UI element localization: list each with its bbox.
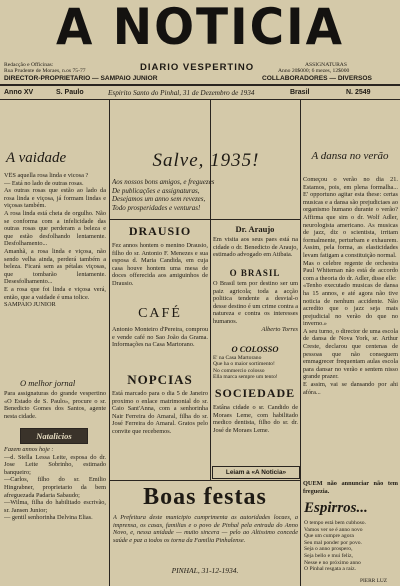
verse-line: Desejamos um anno sem revezes, xyxy=(112,195,206,204)
dansa-article xyxy=(303,176,398,478)
column-separator xyxy=(109,100,110,586)
quem-notice xyxy=(303,480,398,498)
espirros-verse xyxy=(304,520,398,578)
article-paragraph: VÊS aquella rosa linda e vicosa ? xyxy=(4,172,89,179)
article-paragraph: Mas o celebre regente de orchestra Paul Whiteman não está de accordo com a theoria do dr. Adler, disse elle: xyxy=(303,259,398,282)
boas-festas-signature: PINHAL, 31-12-1934. xyxy=(171,566,239,575)
brasil-article xyxy=(213,280,298,340)
espirros-signature: PIERR LUZ xyxy=(360,578,388,584)
director-name: SAMPAIO JUNIOR xyxy=(100,75,158,82)
verse-line: O Pinhal resgata a raiz. xyxy=(304,566,357,573)
column-separator xyxy=(300,100,301,586)
article-paragraph: Fazem annos hoje : xyxy=(4,446,54,453)
article-paragraph: As outras rosas que estão ao lado da rosa linda e viçosa, já formam lindas e viçosas também. xyxy=(4,187,106,210)
article-paragraph: A seu turno, o director de uma escola de dansa de Nova York, sr. Arthur Creste, declarou que centenas de pessoas que não conseguem emmagrecer frequentam aulas escola para dansar no verão e sentem nisso grande prazer. xyxy=(303,327,398,381)
article-paragraph: Fez annos hontem o menino Drausio, filho do sr. Antonio F. Menezes e sua esposa d. Maria Candida, em cuja casa houve hontem uma mesa de doces offerecida aos amiguinhos de Drausio. xyxy=(112,242,208,287)
verse-line: Aos nossos bons amigos, e freguezes xyxy=(112,178,215,186)
verse-line: Nesse e no próximo anno xyxy=(304,559,361,566)
verse-line: De publicações e assignaturas, xyxy=(112,186,200,195)
article-author: SAMPAIO JUNIOR xyxy=(4,301,56,309)
article-paragraph: E assim, vai se dansando por ahi afóra... xyxy=(303,381,398,396)
colosso-verse xyxy=(213,355,298,385)
article-paragraph: Para assignaturas do grande vespertino «O Estado de S. Paulo», procure o sr. Benedicto Gomes dos Santos, agente nesta cidade. xyxy=(4,390,106,420)
collaborators-label: COLLABORADORES — DIVERSOS xyxy=(262,75,372,82)
article-paragraph: Amanhã, a rosa linda e viçosa, não sendo velha ainda, perderá também a beleza. Ficará sem as pétalas viçosas, que tombarão lentamente. Desesfolhamento... xyxy=(4,247,106,286)
dateline-place-date: Espirito Santo do Pinhal, 31 de Dezembro de 1934 xyxy=(108,89,255,97)
newspaper-subtitle: DIARIO VESPERTINO xyxy=(140,62,255,73)
dateline-year: Anno XV xyxy=(4,89,34,96)
article-paragraph: —Carlos, filho do sr. Emilio Hingrabner, proprietario da bem afreguezada Padaria Sabaudo; xyxy=(4,476,106,499)
vaidade-article xyxy=(4,172,106,344)
nopcias-article xyxy=(112,390,208,466)
section-rule xyxy=(110,480,300,481)
dateline-city: S. Paulo xyxy=(56,89,84,96)
verse-line: Vamos ver se é anno novo xyxy=(304,526,363,533)
verse-line: Seja bello e mui feliz, xyxy=(304,552,353,559)
verse-line: Ella marca sempre um tento! xyxy=(213,374,278,381)
subscriptions-label: ASSIGNATURAS xyxy=(305,62,347,68)
drausio-article xyxy=(112,242,208,304)
natalicios-banner xyxy=(20,428,88,444)
cafe-heading: CAFÉ xyxy=(138,306,182,321)
article-paragraph: Antonio Monteiro d'Pereira, comprou e vende café no Sao João da Grama. Informações na Casa Martorano. xyxy=(112,326,208,349)
araujo-article xyxy=(213,236,298,266)
article-paragraph: Está marcado para o dia 5 de Janeiro proximo o enlace matrimonial do sr. Caio Sant'Anna, com a senhorinha Nair Ferreira do Amaral, filha do sr. José Ferreira do Amaral. Gratos pelo convite que recebemos. xyxy=(112,390,208,435)
article-paragraph: «Tenho executado musicas de dansa ha 15 annos, e até agora não tive noticia de nenhum accidente. Não acredito que o jazz seja mais prejudicial no verão do que no inverno.» xyxy=(303,282,398,328)
salve-verse xyxy=(112,178,300,218)
dansa-heading: A dansa no verão xyxy=(311,150,389,162)
verse-line: Que ha o maior sortimento! xyxy=(213,361,275,368)
natalicios-heading: Natalicios xyxy=(36,431,72,441)
verse-line: No commercio colosso xyxy=(213,367,265,374)
article-paragraph: O Brasil tem por destino ser um paiz agricola; toda a acção politica tendente a desvial-o desse destino é um crime contra a natureza e contra os interesses humanos. xyxy=(213,280,298,325)
dateline-rule xyxy=(0,99,400,100)
editorial-address: Rua Prudente de Moraes, n.os 75-77 xyxy=(4,68,86,74)
melhor-jornal-heading: O melhor jornal xyxy=(20,378,76,388)
cafe-article xyxy=(112,326,208,366)
espirros-heading: Espirros... xyxy=(304,500,368,516)
director-label: DIRECTOR-PROPRIETARIO — SAMPAIO JUNIOR xyxy=(4,75,158,82)
article-paragraph: —d. Stella Lessa Leite, esposa do dr. Jose Leite Sobrinho, estimado banqueiro; xyxy=(4,453,106,476)
article-paragraph: Estâna cidade o sr. Candido de Moraes Leme, com habilitado medico dentista, filho do sr. dr. José de Moraes Leme. xyxy=(213,404,298,434)
article-paragraph: — Está no lado de outras rosas. xyxy=(4,179,84,187)
article-author: Alberto Torres xyxy=(261,325,298,333)
sociedade-heading: SOCIEDADE xyxy=(214,386,296,400)
brasil-heading: O BRASIL xyxy=(229,268,281,278)
subscriptions-prices: Anno 20$000; 6 mezes, 12$000 xyxy=(278,68,350,74)
sociedade-article xyxy=(213,404,298,454)
araujo-heading: Dr. Araujo xyxy=(235,224,275,234)
section-rule xyxy=(110,219,300,220)
drausio-heading: DRAUSIO xyxy=(128,224,192,238)
article-paragraph: A Prefeitura deste municipio cumprimenta as autoridades locaes, a imprensa, os casas, familias e o povo de Pinhal pela entrada do Anno Novo, e, nessa unidade — muito sincera — pelo ao Altissimo concede saúde e paz a todos os torna da Familia Pinhalense. xyxy=(113,514,298,544)
article-paragraph: A rosa linda está cheia de orgulho. Não se conforma com a infelicidade das outras rosas que perderam a beleza e que estão desfolhando lentamente. Desfolhamento... xyxy=(4,209,106,248)
boas-festas-article xyxy=(113,514,298,562)
article-paragraph: Em visita aos seus paes está na cidade o dr. Benedicto de Araujo, estimado advogado em Atibaia. xyxy=(213,236,298,259)
verse-line: Seu mal ponder por povo. xyxy=(304,539,362,546)
boas-festas-heading: Boas festas xyxy=(143,484,267,510)
colosso-heading: O COLOSSO xyxy=(231,344,279,354)
dateline-country: Brasil xyxy=(290,89,310,96)
verse-line: O tempo está bem cubhoso. xyxy=(304,520,366,526)
masthead-rule xyxy=(0,84,400,86)
notice-text: QUEM não annunciar não tem freguezia. xyxy=(303,480,398,495)
article-paragraph: E a rosa que foi linda e viçosa verá, então, que a vaidade é uma tolice. xyxy=(4,285,106,301)
vaidade-heading: A vaidade xyxy=(6,150,67,166)
verse-line: E' na Casa Martorano xyxy=(213,355,262,361)
salve-heading: Salve, 1935! xyxy=(152,150,260,171)
editorial-address-label: Redacção e Officinas: xyxy=(4,62,54,68)
verse-line: Todo prosperidades e venturas! xyxy=(112,203,201,212)
leiam-text: Leiam a «A Noticia» xyxy=(225,469,287,476)
verse-line: Que um cumpre agora xyxy=(304,533,354,540)
newspaper-title: A NOTICIA xyxy=(56,0,344,57)
nopcias-heading: NOPCIAS xyxy=(127,372,193,387)
natalicios-article xyxy=(4,446,106,584)
verse-line: Seja o anno prospero, xyxy=(304,546,353,553)
dateline-number: N. 2549 xyxy=(346,89,371,96)
melhor-jornal-article xyxy=(4,390,106,422)
article-paragraph: —Wilma, filha do habilitado escrivão, sr. Jansen Junior; xyxy=(4,499,106,514)
article-paragraph: Começou o verão no dia 21. Estamos, pois, em plena formalha... E' opportuno agitar esta these: certas musicas e a dansa são prejudiciaes ao organismo humano durante o verão? Affirma que sim o dr. Wolf Adler, neurologista americano. As musicas de jazz, diz o scientista, irritam formalmente, perturbam e exhaurem. Assim, pela forma, as elasticidades levam fatigam a constituição normal. xyxy=(303,176,398,259)
leiam-box xyxy=(212,466,300,479)
article-paragraph: — gentil senhorinha Delvina Elias. xyxy=(4,514,93,522)
